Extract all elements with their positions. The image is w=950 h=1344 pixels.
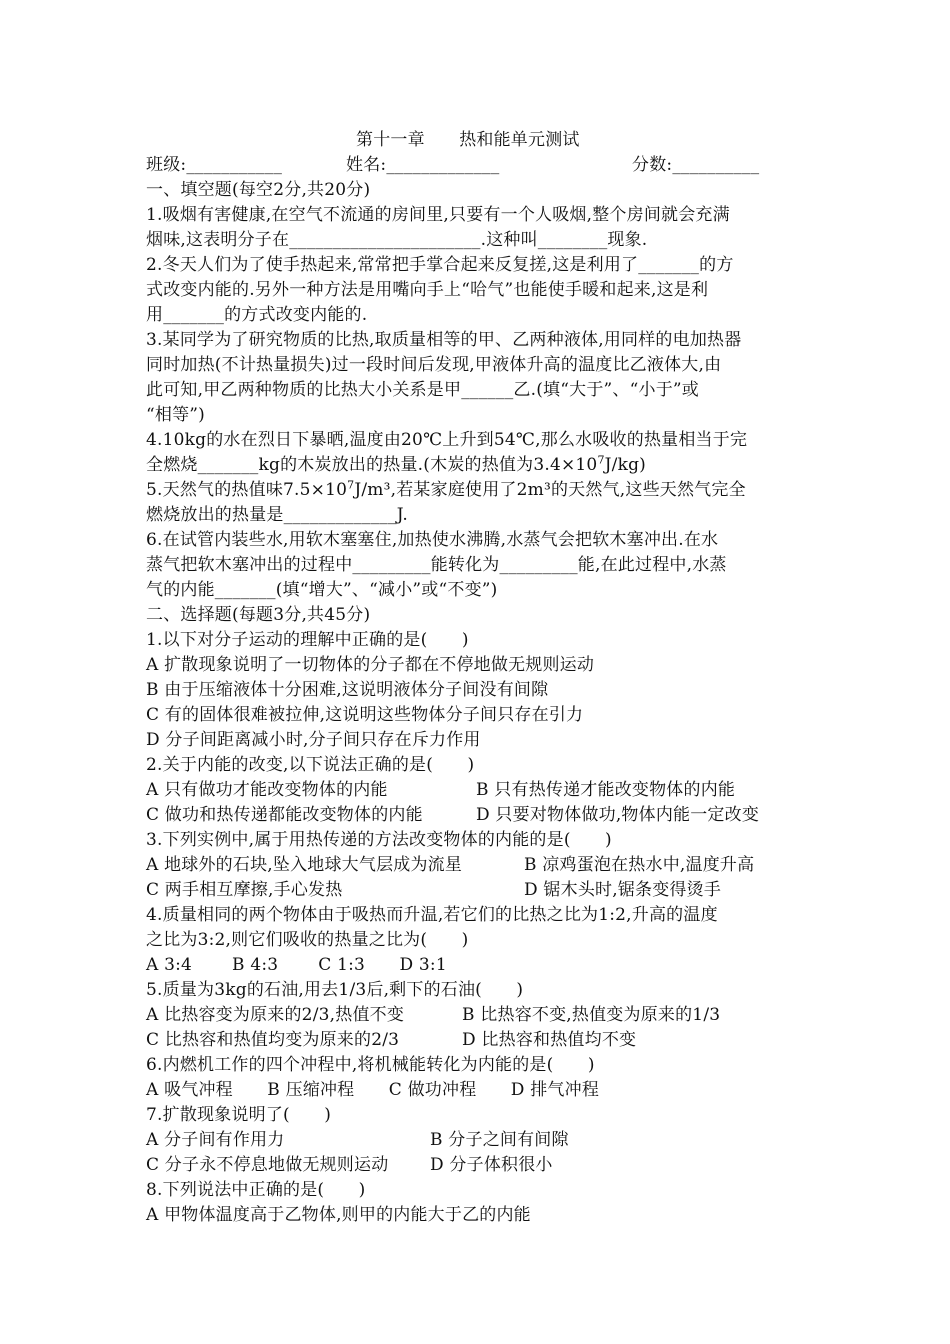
choice-q7-option-d: D 分子体积很小: [430, 1155, 553, 1175]
fill-q2-line1: 2.冬天人们为了使手热起来,常常把手掌合起来反复搓,这是利用了_______的方: [146, 255, 734, 275]
fill-q2-line2: 式改变内能的.另外一种方法是用嘴向手上“哈气”也能使手暖和起来,这是利: [146, 280, 709, 300]
fill-q2-line3: 用_______的方式改变内能的.: [146, 305, 368, 325]
choice-q8-option-a: A 甲物体温度高于乙物体,则甲的内能大于乙的内能: [146, 1205, 531, 1225]
choice-q5-option-a: A 比热容变为原来的2/3,热值不变: [146, 1005, 405, 1025]
fill-q3-line2: 同时加热(不计热量损失)过一段时间后发现,甲液体升高的温度比乙液体大,由: [146, 355, 722, 375]
class-field-label: 班级:___________: [146, 155, 283, 175]
choice-q3-option-d: D 锯木头时,锯条变得烫手: [524, 880, 722, 900]
choice-q2-option-b: B 只有热传递才能改变物体的内能: [476, 780, 736, 800]
choice-q3-option-b: B 凉鸡蛋泡在热水中,温度升高: [524, 855, 755, 875]
fill-q4-unit: J/kg): [604, 455, 646, 475]
choice-q1-option-c: C 有的固体很难被拉伸,这说明这些物体分子间只存在引力: [146, 705, 584, 725]
section1-heading: 一、填空题(每空2分,共20分): [146, 180, 371, 200]
exponent: 7: [597, 453, 605, 467]
fill-q3-line4: “相等”): [146, 405, 206, 425]
choice-q7-option-c: C 分子永不停息地做无规则运动: [146, 1155, 389, 1175]
choice-q7-option-b: B 分子之间有间隙: [430, 1130, 569, 1150]
choice-q5-option-c: C 比热容和热值均变为原来的2/3: [146, 1030, 400, 1050]
choice-q2-option-c: C 做功和热传递都能改变物体的内能: [146, 805, 423, 825]
fill-q5-text: 5.天然气的热值味7.5×10: [146, 480, 348, 500]
fill-q6-line3: 气的内能_______(填“增大”、“减小”或“不变”): [146, 580, 498, 600]
fill-q5-line2: 燃烧放出的热量是_____________J.: [146, 505, 408, 525]
choice-q4-stem-line2: 之比为3:2,则它们吸收的热量之比为( ): [146, 930, 469, 950]
fill-q3-line3: 此可知,甲乙两种物质的比热大小关系是甲______乙.(填“大于”、“小于”或: [146, 380, 700, 400]
choice-q4-options: A 3:4 B 4:3 C 1:3 D 3:1: [146, 955, 447, 975]
choice-q7-stem: 7.扩散现象说明了( ): [146, 1105, 332, 1125]
choice-q2-stem: 2.关于内能的改变,以下说法正确的是( ): [146, 755, 475, 775]
fill-q4-line2: [146, 455, 646, 475]
choice-q4-stem-line1: 4.质量相同的两个物体由于吸热而升温,若它们的比热之比为1:2,升高的温度: [146, 905, 718, 925]
choice-q1-option-d: D 分子间距离减小时,分子间只存在斥力作用: [146, 730, 481, 750]
name-field-label: 姓名:_____________: [346, 155, 500, 175]
fill-q1-line2: 烟味,这表明分子在______________________.这种叫________现象.: [146, 230, 648, 250]
choice-q1-option-b: B 由于压缩液体十分困难,这说明液体分子间没有间隙: [146, 680, 549, 700]
choice-q7-option-a: A 分子间有作用力: [146, 1130, 285, 1150]
fill-q5-line1: [146, 480, 746, 500]
fill-q1-line1: 1.吸烟有害健康,在空气不流通的房间里,只要有一个人吸烟,整个房间就会充满: [146, 205, 730, 225]
choice-q1-option-a: A 扩散现象说明了一切物体的分子都在不停地做无规则运动: [146, 655, 595, 675]
choice-q3-stem: 3.下列实例中,属于用热传递的方法改变物体的内能的是( ): [146, 830, 612, 850]
fill-q3-line1: 3.某同学为了研究物质的比热,取质量相等的甲、乙两种液体,用同样的电加热器: [146, 330, 742, 350]
section2-heading: 二、选择题(每题3分,共45分): [146, 605, 371, 625]
choice-q3-option-c: C 两手相互摩擦,手心发热: [146, 880, 343, 900]
choice-q2-option-a: A 只有做功才能改变物体的内能: [146, 780, 388, 800]
choice-q6-options: A 吸气冲程 B 压缩冲程 C 做功冲程 D 排气冲程: [146, 1080, 600, 1100]
choice-q5-option-d: D 比热容和热值均不变: [462, 1030, 637, 1050]
fill-q4-line1: 4.10kg的水在烈日下暴晒,温度由20℃上升到54℃,那么水吸收的热量相当于完: [146, 430, 748, 450]
fill-q5-rest: J/m³,若某家庭使用了2m³的天然气,这些天然气完全: [354, 480, 746, 500]
choice-q1-stem: 1.以下对分子运动的理解中正确的是( ): [146, 630, 469, 650]
exponent: 7: [347, 478, 355, 492]
choice-q6-stem: 6.内燃机工作的四个冲程中,将机械能转化为内能的是( ): [146, 1055, 595, 1075]
page-title: 第十一章 热和能单元测试: [356, 130, 580, 150]
fill-q4-text: 全燃烧_______kg的木炭放出的热量.(木炭的热值为3.4×10: [146, 455, 598, 475]
choice-q3-option-a: A 地球外的石块,坠入地球大气层成为流星: [146, 855, 463, 875]
choice-q8-stem: 8.下列说法中正确的是( ): [146, 1180, 366, 1200]
choice-q5-option-b: B 比热容不变,热值变为原来的1/3: [462, 1005, 721, 1025]
fill-q6-line1: 6.在试管内装些水,用软木塞塞住,加热使水沸腾,水蒸气会把软木塞冲出.在水: [146, 530, 719, 550]
score-field-label: 分数:__________: [632, 155, 760, 175]
fill-q6-line2: 蒸气把软木塞冲出的过程中_________能转化为_________能,在此过程中,水蒸: [146, 555, 727, 575]
choice-q5-stem: 5.质量为3kg的石油,用去1/3后,剩下的石油( ): [146, 980, 524, 1000]
choice-q2-option-d: D 只要对物体做功,物体内能一定改变: [476, 805, 760, 825]
